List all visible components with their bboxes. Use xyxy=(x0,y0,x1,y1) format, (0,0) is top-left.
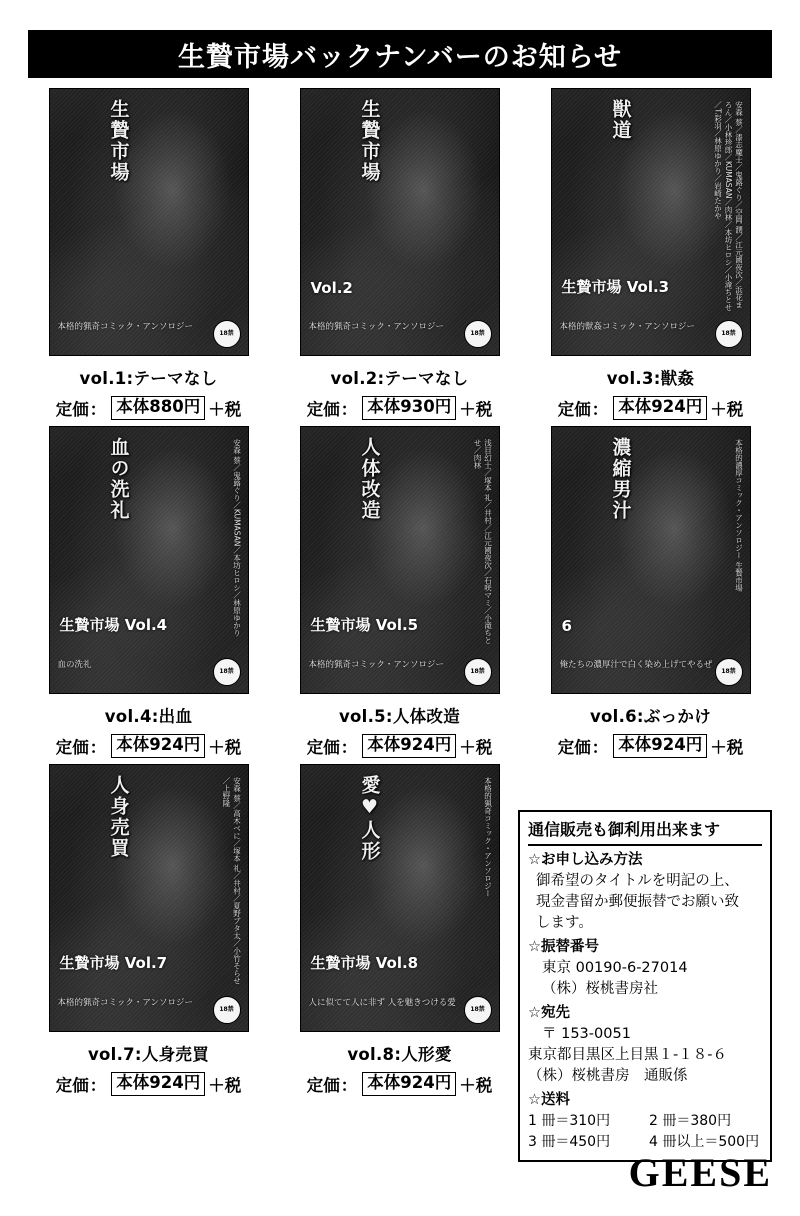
back-issue-item[interactable] xyxy=(530,426,771,758)
cover-credits: 浅目幻士／塚本 礼／井村／江元國夜次／石咲マミ／小滝ちとせ／肉林 xyxy=(473,439,493,644)
price-tax: 税 xyxy=(726,400,744,419)
item-label: vol.3:獣姦 xyxy=(606,369,695,388)
price-line xyxy=(307,734,492,758)
price-plus: ＋ xyxy=(208,1076,225,1095)
cover-title: 生贄市場 xyxy=(107,99,130,183)
cover-volume: 生贄市場 Vol.4 xyxy=(59,616,168,634)
price-amount: 本体880円 xyxy=(111,396,205,420)
price-tax: 税 xyxy=(726,738,744,757)
info-address-line: 〒 153-0051 xyxy=(542,1026,631,1043)
cover-title: 濃縮男汁 xyxy=(609,437,632,521)
cover-volume: 生贄市場 Vol.5 xyxy=(310,616,419,634)
price-plus: ＋ xyxy=(208,400,225,419)
cover-title: 愛♥人形 xyxy=(358,775,381,862)
price-amount: 本体924円 xyxy=(111,734,205,758)
age-rating-badge: 18禁 xyxy=(213,658,241,686)
price-tax: 税 xyxy=(475,738,493,757)
price-plus: ＋ xyxy=(459,1076,476,1095)
item-label: vol.8:人形愛 xyxy=(347,1045,452,1064)
item-label: vol.2:テーマなし xyxy=(330,369,469,388)
age-rating-badge: 18禁 xyxy=(464,996,492,1024)
cover-title: 獣道 xyxy=(609,99,632,141)
cover-credits: 安森 蔡／漆志魔士／鬼蕗ぐり／空岡 潤／江元國夜次／浜花まろん／小林珍郎／KUMASAN／肉林／本坊ヒロシ／小滝ちとせ／T.彩羽／林原ゆかり／岩崎たかや xyxy=(713,101,744,311)
mail-order-info-box xyxy=(518,810,772,1162)
grid-row xyxy=(28,88,772,420)
back-issue-item[interactable] xyxy=(28,426,269,758)
price-label: 定価 xyxy=(557,738,591,757)
price-label: 定価 xyxy=(306,400,340,419)
cover-art xyxy=(49,764,249,1032)
price-amount: 本体924円 xyxy=(111,1072,205,1096)
price-plus: ＋ xyxy=(208,738,225,757)
price-line xyxy=(558,734,743,758)
price-colon: ： xyxy=(340,738,358,757)
price-tax: 税 xyxy=(475,400,493,419)
cover-subtitle: 本格的獣姦コミック・アンソロジー xyxy=(559,321,695,332)
price-colon: ： xyxy=(340,1076,358,1095)
cover-art xyxy=(551,88,751,356)
cover-volume: 生贄市場 Vol.7 xyxy=(59,954,168,972)
price-colon: ： xyxy=(89,400,107,419)
info-furikae-line: 東京 00190-6-27014 xyxy=(542,960,688,977)
price-tax: 税 xyxy=(224,738,242,757)
price-colon: ： xyxy=(89,1076,107,1095)
back-issue-item[interactable] xyxy=(279,764,520,1096)
info-apply-heading: ☆お申し込み方法 xyxy=(528,852,643,869)
cover-subtitle: 人に似てて人に非ず 人を魅きつける愛 xyxy=(308,997,456,1008)
publisher-logo: GEESE xyxy=(628,1150,772,1195)
price-plus: ＋ xyxy=(459,738,476,757)
shipping-fee-cell: 1 冊＝310円 xyxy=(528,1113,611,1130)
price-line xyxy=(558,396,743,420)
age-rating-badge: 18禁 xyxy=(464,658,492,686)
cover-subtitle: 本格的猟奇コミック・アンソロジー xyxy=(57,997,193,1008)
info-box-title: 通信販売も御利用出来ます xyxy=(528,818,762,846)
info-address-heading: ☆宛先 xyxy=(528,1005,570,1022)
age-rating-badge: 18禁 xyxy=(464,320,492,348)
price-amount: 本体930円 xyxy=(362,396,456,420)
cover-volume: 生贄市場 Vol.8 xyxy=(310,954,419,972)
back-issue-item[interactable] xyxy=(279,426,520,758)
age-rating-badge: 18禁 xyxy=(213,320,241,348)
price-amount: 本体924円 xyxy=(613,396,707,420)
shipping-fee-table xyxy=(528,1111,762,1152)
shipping-fee-cell: 3 冊＝450円 xyxy=(528,1133,611,1150)
cover-subtitle: 俺たちの濃厚汁で白く染め上げてやるぜ xyxy=(559,659,713,670)
item-label: vol.4:出血 xyxy=(104,707,193,726)
cover-credits: 本格的濃厚コミック・アンソロジー 生贄市場 xyxy=(734,439,744,592)
price-line xyxy=(56,396,241,420)
cover-subtitle: 本格的猟奇コミック・アンソロジー xyxy=(308,659,444,670)
cover-title: 人身売買 xyxy=(107,775,130,859)
price-label: 定価 xyxy=(557,400,591,419)
back-issue-item[interactable] xyxy=(28,764,269,1096)
price-label: 定価 xyxy=(55,400,89,419)
info-furikae-line: （株）桜桃書房社 xyxy=(542,981,658,998)
price-label: 定価 xyxy=(306,1076,340,1095)
info-shipping-heading: ☆送料 xyxy=(528,1092,570,1109)
info-apply-line: 現金書留か郵便振替でお願い致 xyxy=(536,894,739,911)
cover-credits: 安森 蔡／高木べに／塚本 礼／井村／夏野ブタ太／小竹そらせ／上野隆 xyxy=(222,777,242,985)
price-amount: 本体924円 xyxy=(362,734,456,758)
cover-volume: 6 xyxy=(561,617,572,635)
price-line xyxy=(307,396,492,420)
back-issue-item[interactable] xyxy=(279,88,520,420)
cover-art xyxy=(300,764,500,1032)
info-address-line: 東京都目黒区上目黒１‐１８‐６ xyxy=(528,1047,727,1064)
cover-title: 血の洗礼 xyxy=(107,437,130,521)
cover-credits: 安森 蔡／鬼蕗ぐり／KUMASAN／本坊ヒロシ／林原ゆかり xyxy=(232,439,242,637)
back-issue-item[interactable] xyxy=(28,88,269,420)
back-issue-item[interactable] xyxy=(530,88,771,420)
cover-volume: 生贄市場 Vol.3 xyxy=(561,278,670,296)
cover-credits: 本格的猟奇コミック・アンソロジー xyxy=(483,777,493,897)
cover-art xyxy=(49,88,249,356)
cover-title: 生贄市場 xyxy=(358,99,381,183)
price-amount: 本体924円 xyxy=(613,734,707,758)
page-title: 生贄市場バックナンバーのお知らせ xyxy=(178,41,622,73)
cover-subtitle: 本格的猟奇コミック・アンソロジー xyxy=(308,321,444,332)
price-colon: ： xyxy=(89,738,107,757)
cover-art xyxy=(49,426,249,694)
grid-row xyxy=(28,426,772,758)
price-amount: 本体924円 xyxy=(362,1072,456,1096)
price-line xyxy=(56,734,241,758)
info-furikae-heading: ☆振替番号 xyxy=(528,939,599,956)
price-tax: 税 xyxy=(224,1076,242,1095)
age-rating-badge: 18禁 xyxy=(715,658,743,686)
item-label: vol.5:人体改造 xyxy=(338,707,461,726)
info-apply-line: 御希望のタイトルを明記の上、 xyxy=(536,873,739,890)
page-header-banner xyxy=(28,30,772,78)
item-label: vol.1:テーマなし xyxy=(79,369,218,388)
shipping-fee-cell: 4 冊以上＝500円 xyxy=(649,1133,760,1150)
item-label: vol.6:ぶっかけ xyxy=(589,707,712,726)
cover-volume: Vol.2 xyxy=(310,279,353,297)
info-address-line: （株）桜桃書房 通販係 xyxy=(528,1068,688,1085)
price-colon: ： xyxy=(340,400,358,419)
cover-subtitle: 血の洗礼 xyxy=(57,659,92,670)
shipping-fee-cell: 2 冊＝380円 xyxy=(649,1113,732,1130)
price-label: 定価 xyxy=(55,1076,89,1095)
price-line xyxy=(307,1072,492,1096)
cover-art xyxy=(300,426,500,694)
cover-art xyxy=(300,88,500,356)
price-label: 定価 xyxy=(306,738,340,757)
price-label: 定価 xyxy=(55,738,89,757)
item-label: vol.7:人身売買 xyxy=(87,1045,210,1064)
price-plus: ＋ xyxy=(459,400,476,419)
cover-art xyxy=(551,426,751,694)
price-colon: ： xyxy=(591,400,609,419)
age-rating-badge: 18禁 xyxy=(715,320,743,348)
cover-title: 人体改造 xyxy=(358,437,381,521)
price-plus: ＋ xyxy=(710,400,727,419)
price-plus: ＋ xyxy=(710,738,727,757)
age-rating-badge: 18禁 xyxy=(213,996,241,1024)
cover-subtitle: 本格的猟奇コミック・アンソロジー xyxy=(57,321,193,332)
price-line xyxy=(56,1072,241,1096)
info-apply-line: します。 xyxy=(536,915,593,932)
price-tax: 税 xyxy=(475,1076,493,1095)
price-tax: 税 xyxy=(224,400,242,419)
price-colon: ： xyxy=(591,738,609,757)
